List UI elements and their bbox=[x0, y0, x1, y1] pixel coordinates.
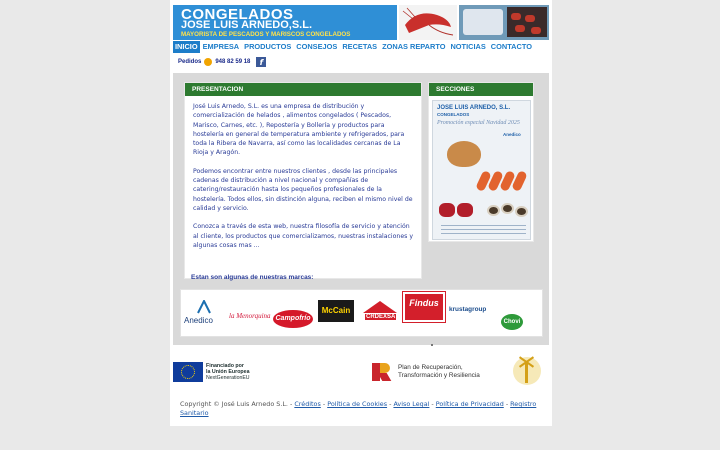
copyright: Copyright © José Luis Arnedo S.L. - bbox=[180, 400, 293, 408]
eu-line-2: la Unión Europea bbox=[206, 368, 250, 375]
recovery-plan bbox=[370, 360, 510, 384]
page bbox=[170, 0, 552, 426]
presentacion-title: PRESENTACION bbox=[185, 83, 421, 96]
footer-link-registro-sanitario[interactable]: Registro Sanitario bbox=[180, 400, 537, 417]
windmill-icon bbox=[513, 357, 541, 385]
brands-title: Estan son algunas de nuestras marcas: bbox=[191, 274, 314, 281]
logo-line-1: CONGELADOS bbox=[181, 6, 294, 23]
main-nav bbox=[173, 41, 535, 53]
nav-productos[interactable]: PRODUCTOS bbox=[244, 42, 292, 51]
eu-funding bbox=[173, 361, 257, 383]
nav-recetas[interactable]: RECETAS bbox=[342, 42, 378, 51]
poster-promo: Promoción especial Navidad 2025 bbox=[437, 120, 520, 126]
eu-flag-icon bbox=[173, 362, 203, 382]
plan-line-2: Transformación y Resiliencia bbox=[398, 372, 480, 379]
brand-findus-label: Findus bbox=[409, 298, 439, 308]
brand-crdexsa[interactable] bbox=[361, 300, 399, 322]
decorative-dot bbox=[431, 344, 433, 346]
footer-link-creditos[interactable]: Créditos bbox=[294, 400, 321, 408]
brand-krustagroup[interactable] bbox=[449, 306, 486, 313]
site-logo[interactable] bbox=[173, 5, 397, 40]
brand-mccain[interactable] bbox=[318, 300, 354, 322]
prawns-image bbox=[477, 171, 525, 193]
brand-la-menorquina[interactable] bbox=[229, 312, 271, 320]
shellfish-image bbox=[485, 203, 529, 223]
presentacion-paragraph-3: Conozca a través de esta web, nuestra filosofía de servicio y atención al cliente, los productos que comercializamos, nuestras instalaciones y algunas cosas mas ... bbox=[193, 223, 414, 249]
footer-link-cookies[interactable]: Política de Cookies bbox=[327, 400, 388, 408]
presentacion-panel bbox=[184, 82, 422, 279]
logo-line-3: MAYORISTA DE PESCADOS Y MARISCOS CONGELADOS bbox=[181, 31, 351, 38]
nav-noticias[interactable]: NOTICIAS bbox=[450, 42, 486, 51]
eu-line-1: Financiado por bbox=[206, 362, 244, 369]
contact-strip bbox=[178, 57, 266, 67]
eu-funding-text bbox=[206, 363, 250, 382]
brand-campofrio[interactable] bbox=[273, 310, 313, 328]
phone-number[interactable]: 948 82 59 18 bbox=[215, 59, 251, 65]
brands-logos-strip bbox=[180, 289, 543, 337]
turkey-image bbox=[447, 141, 481, 167]
presentacion-paragraph-2: Podemos encontrar entre nuestros clientes , desde las principales cadenas de distribución a nivel nacional y compañías de catering/restauración hasta los pequeños profesionales de la hostelería. Todos ellos, sin distinción alguna, reciben el mismo nivel de calidad y servicio. bbox=[193, 167, 413, 212]
footer-link-privacidad[interactable]: Política de Privacidad bbox=[435, 400, 504, 408]
crdexsa-icon bbox=[361, 300, 399, 314]
meat-image bbox=[437, 201, 477, 219]
site-header bbox=[173, 5, 549, 40]
brand-anedico-label: Anedico bbox=[184, 316, 213, 325]
secciones-title: SECCIONES bbox=[429, 83, 533, 96]
nav-zonas-reparto[interactable]: ZONAS REPARTO bbox=[382, 42, 446, 51]
logo-line-2: JOSE LUIS ARNEDO,S.L. bbox=[181, 19, 313, 31]
nav-inicio[interactable]: INICIO bbox=[175, 42, 198, 51]
poster-subtitle: CONGELADOS bbox=[437, 112, 470, 117]
recovery-plan-text bbox=[398, 364, 480, 379]
brand-anedico[interactable] bbox=[184, 300, 224, 330]
frozen-products-photo bbox=[459, 5, 549, 40]
brand-crdexsa-label: CRDEXSA bbox=[366, 314, 396, 320]
nav-empresa[interactable]: EMPRESA bbox=[202, 42, 240, 51]
presentacion-paragraph-1: José Luis Arnedo, S.L. es una empresa de distribución y comercialización de helados , alimentos congelados ( Pescados, Marisco, Carnes, etc. ), Repostería y Bollería y productos para hostelería en general de temperatura ambiente y refrigerados, para toda la Ribera de Navarra, así como las localidades cercanas de La Rioja y Aragón. bbox=[193, 103, 405, 157]
footer-link-aviso-legal[interactable]: Aviso Legal bbox=[393, 400, 430, 408]
facebook-icon[interactable]: f bbox=[256, 57, 266, 67]
nav-contacto[interactable]: CONTACTO bbox=[490, 42, 532, 51]
presentacion-text bbox=[193, 102, 413, 259]
recovery-plan-icon bbox=[370, 361, 392, 383]
nav-consejos[interactable]: CONSEJOS bbox=[296, 42, 338, 51]
shrimp-image bbox=[399, 5, 457, 40]
plan-line-1: Plan de Recuperación, bbox=[398, 364, 463, 372]
brand-findus[interactable] bbox=[403, 292, 445, 322]
brand-krustagroup-label: krustagroup bbox=[449, 306, 487, 313]
brand-chovi-label: Chovi bbox=[503, 319, 521, 325]
footer: Copyright © José Luis Arnedo S.L. - Créditos - Política de Cookies - Aviso Legal - Política de Privacidad - Registro Sanitario bbox=[180, 400, 537, 417]
phone-icon bbox=[204, 58, 212, 66]
shrimp-photo bbox=[399, 5, 457, 40]
secciones-panel bbox=[428, 82, 534, 242]
eu-line-3: NextGenerationEU bbox=[206, 375, 250, 382]
brand-la-menorquina-label: la Menorquina bbox=[229, 312, 271, 320]
poster-title: JOSE LUIS ARNEDO, S.L. bbox=[437, 105, 511, 111]
brand-mccain-label: McCain bbox=[321, 306, 351, 315]
brand-campofrio-label: Campofrío bbox=[275, 315, 311, 322]
brand-chovi[interactable] bbox=[501, 314, 523, 330]
pedidos-label: Pedidos bbox=[178, 59, 202, 65]
christmas-promo-poster[interactable] bbox=[432, 100, 531, 240]
main-content bbox=[173, 73, 549, 345]
poster-brand: Anedico bbox=[503, 132, 521, 137]
anedico-icon bbox=[196, 300, 212, 314]
